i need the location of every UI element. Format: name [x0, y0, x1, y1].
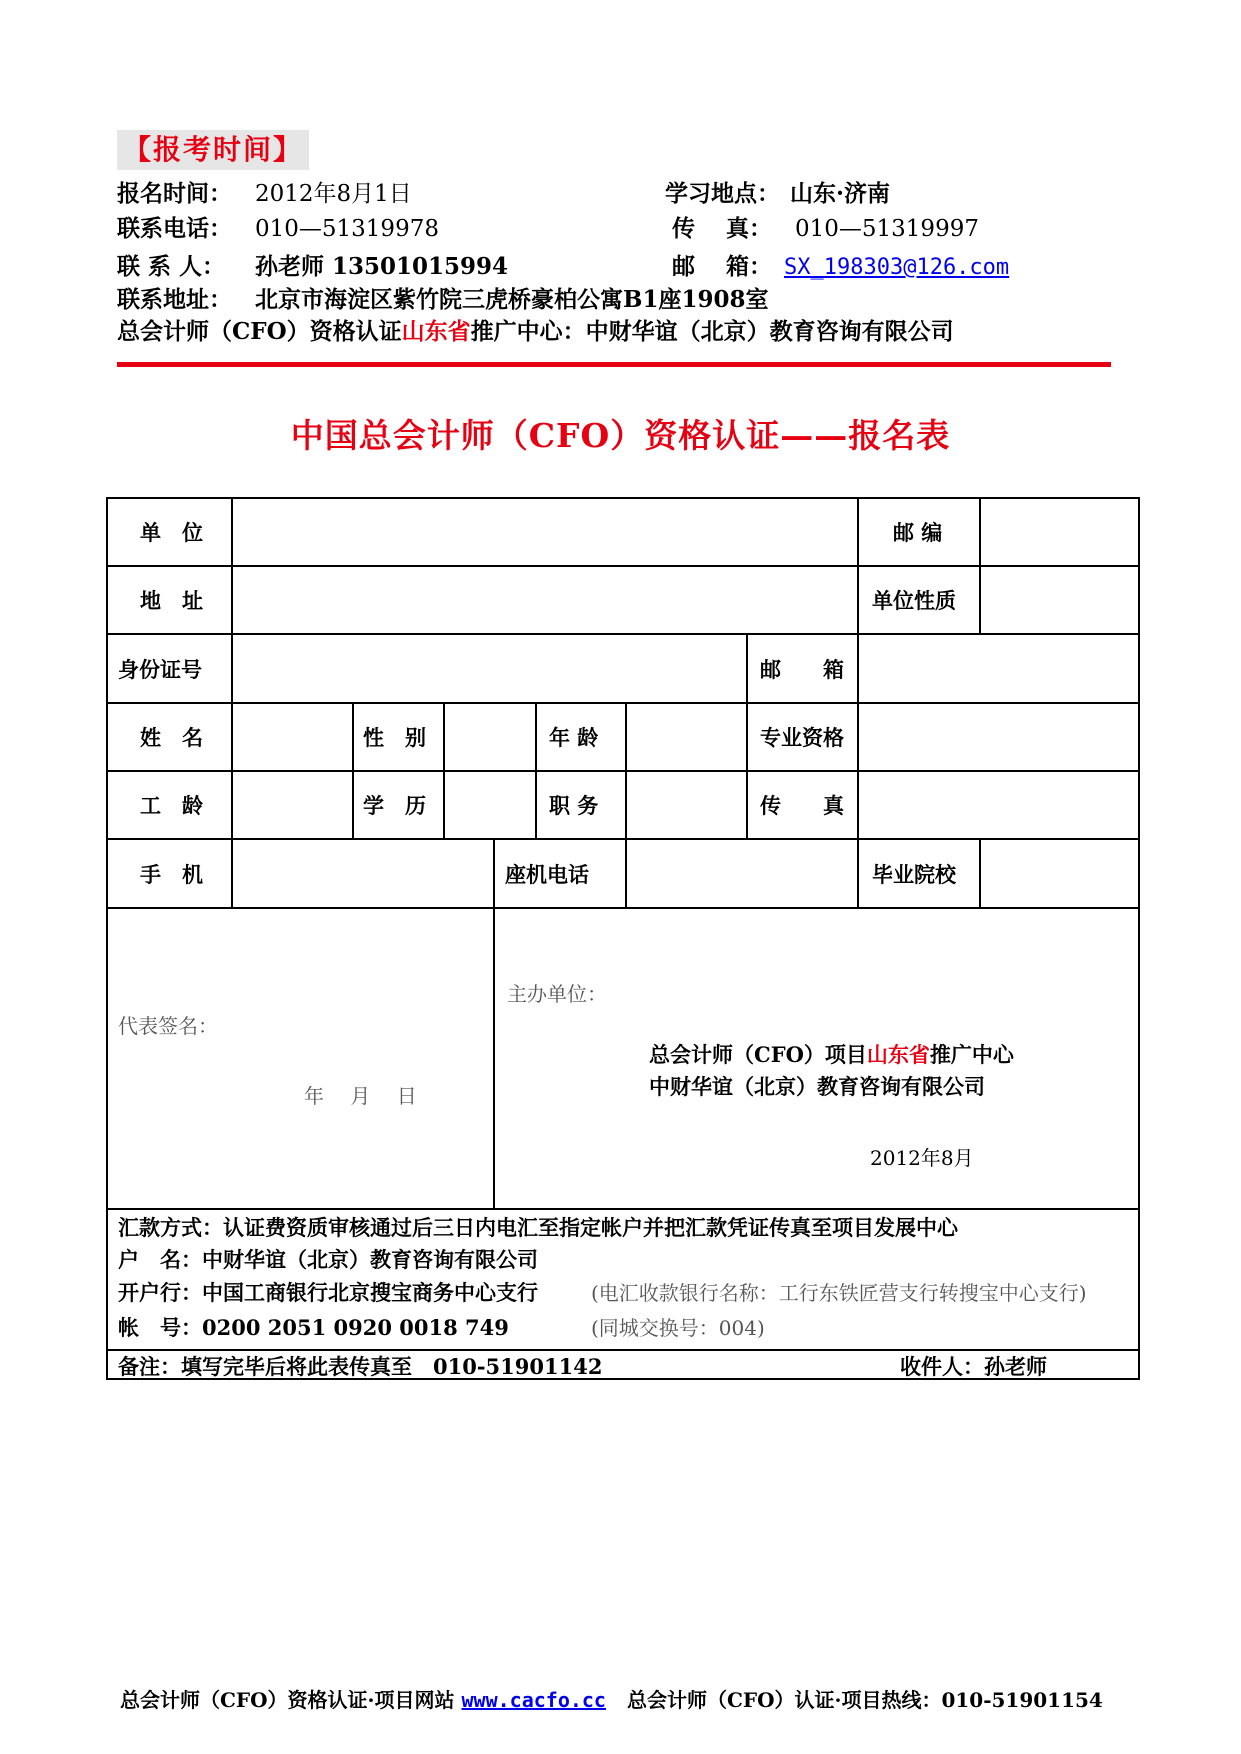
address-label: 联系地址： [117, 286, 232, 313]
organizer-date: 2012年8月 [870, 1146, 974, 1170]
phone-value: 010—51319978 [255, 216, 439, 242]
footer-prefix: 总会计师（CFO）资格认证·项目网站 [120, 1688, 455, 1712]
fax-value: 010—51319997 [795, 216, 979, 242]
position-label: 职 务 [549, 793, 599, 818]
promotion-center-line [117, 316, 954, 348]
mobile-label: 手 机 [140, 862, 203, 887]
account-number: 帐 号：0200 2051 0920 0018 749 [118, 1315, 509, 1340]
organizer-prefix: 总会计师（CFO）项目 [649, 1042, 867, 1067]
center-prefix: 总会计师（CFO）资格认证 [117, 318, 402, 345]
footer-suffix: 总会计师（CFO）认证·项目热线：010-51901154 [626, 1688, 1103, 1712]
exchange-number: (同城交换号：004) [591, 1316, 765, 1340]
mailbox-label: 邮 箱 [760, 657, 844, 682]
name-label: 姓 名 [140, 725, 203, 750]
organizer-line-2: 中财华谊（北京）教育咨询有限公司 [649, 1074, 985, 1099]
payment-method: 汇款方式：认证费资质审核通过后三日内电汇至指定帐户并把汇款凭证传真至项目发展中心 [118, 1215, 958, 1240]
center-province: 山东省 [401, 318, 471, 345]
phone-label: 联系电话： [117, 215, 232, 242]
fax-label: 传 真： [672, 215, 773, 242]
page-footer [120, 1684, 1103, 1713]
website-link[interactable]: www.cacfo.cc [461, 1688, 606, 1712]
organizer-label: 主办单位： [507, 982, 607, 1006]
rep-sign-label: 代表签名： [118, 1014, 218, 1038]
organizer-province: 山东省 [866, 1042, 930, 1067]
email-link[interactable]: SX_198303@126.com [784, 255, 1010, 280]
landline-label: 座机电话 [505, 862, 589, 887]
remark: 备注：填写完毕后将此表传真至 010-51901142 [118, 1354, 603, 1379]
organizer-line-1 [649, 1043, 1014, 1067]
form-title: 中国总会计师（CFO）资格认证——报名表 [290, 416, 951, 455]
reg-time-value: 2012年8月1日 [255, 181, 412, 207]
fax-field-label: 传 真 [760, 793, 844, 818]
address-field-label: 地 址 [140, 588, 203, 613]
location-value: 山东·济南 [790, 180, 891, 207]
email-label: 邮 箱： [672, 253, 773, 280]
organizer-suffix: 推广中心 [929, 1042, 1014, 1067]
work-years-label: 工 龄 [140, 793, 203, 818]
divider-line [117, 362, 1111, 367]
registration-form [106, 497, 1140, 1380]
id-number-label: 身份证号 [118, 657, 202, 682]
bank-note: (电汇收款银行名称：工行东铁匠营支行转搜宝中心支行) [591, 1281, 1087, 1305]
receiver: 收件人：孙老师 [900, 1354, 1047, 1379]
account-name: 户 名：中财华谊（北京）教育咨询有限公司 [118, 1247, 538, 1272]
contact-value: 孙老师 13501015994 [255, 253, 509, 280]
address-value: 北京市海淀区紫竹院三虎桥豪柏公寓B1座1908室 [255, 286, 769, 313]
reg-time-label: 报名时间： [117, 180, 232, 207]
contact-label: 联 系 人： [117, 253, 226, 280]
center-suffix: 推广中心：中财华谊（北京）教育咨询有限公司 [470, 318, 954, 345]
sign-date-line: 年 月 日 [304, 1084, 417, 1108]
bank-name: 开户行：中国工商银行北京搜宝商务中心支行 [118, 1280, 538, 1305]
age-label: 年 龄 [549, 725, 599, 750]
section-tag: 【报考时间】 [117, 130, 309, 170]
gender-label: 性 别 [363, 725, 426, 750]
location-label: 学习地点： [665, 180, 780, 207]
postcode-label: 邮 编 [893, 520, 943, 545]
school-label: 毕业院校 [872, 862, 956, 887]
unit-nature-label: 单位性质 [872, 588, 956, 613]
unit-label: 单 位 [140, 520, 203, 545]
qualification-label: 专业资格 [760, 725, 844, 750]
education-label: 学 历 [363, 793, 426, 818]
